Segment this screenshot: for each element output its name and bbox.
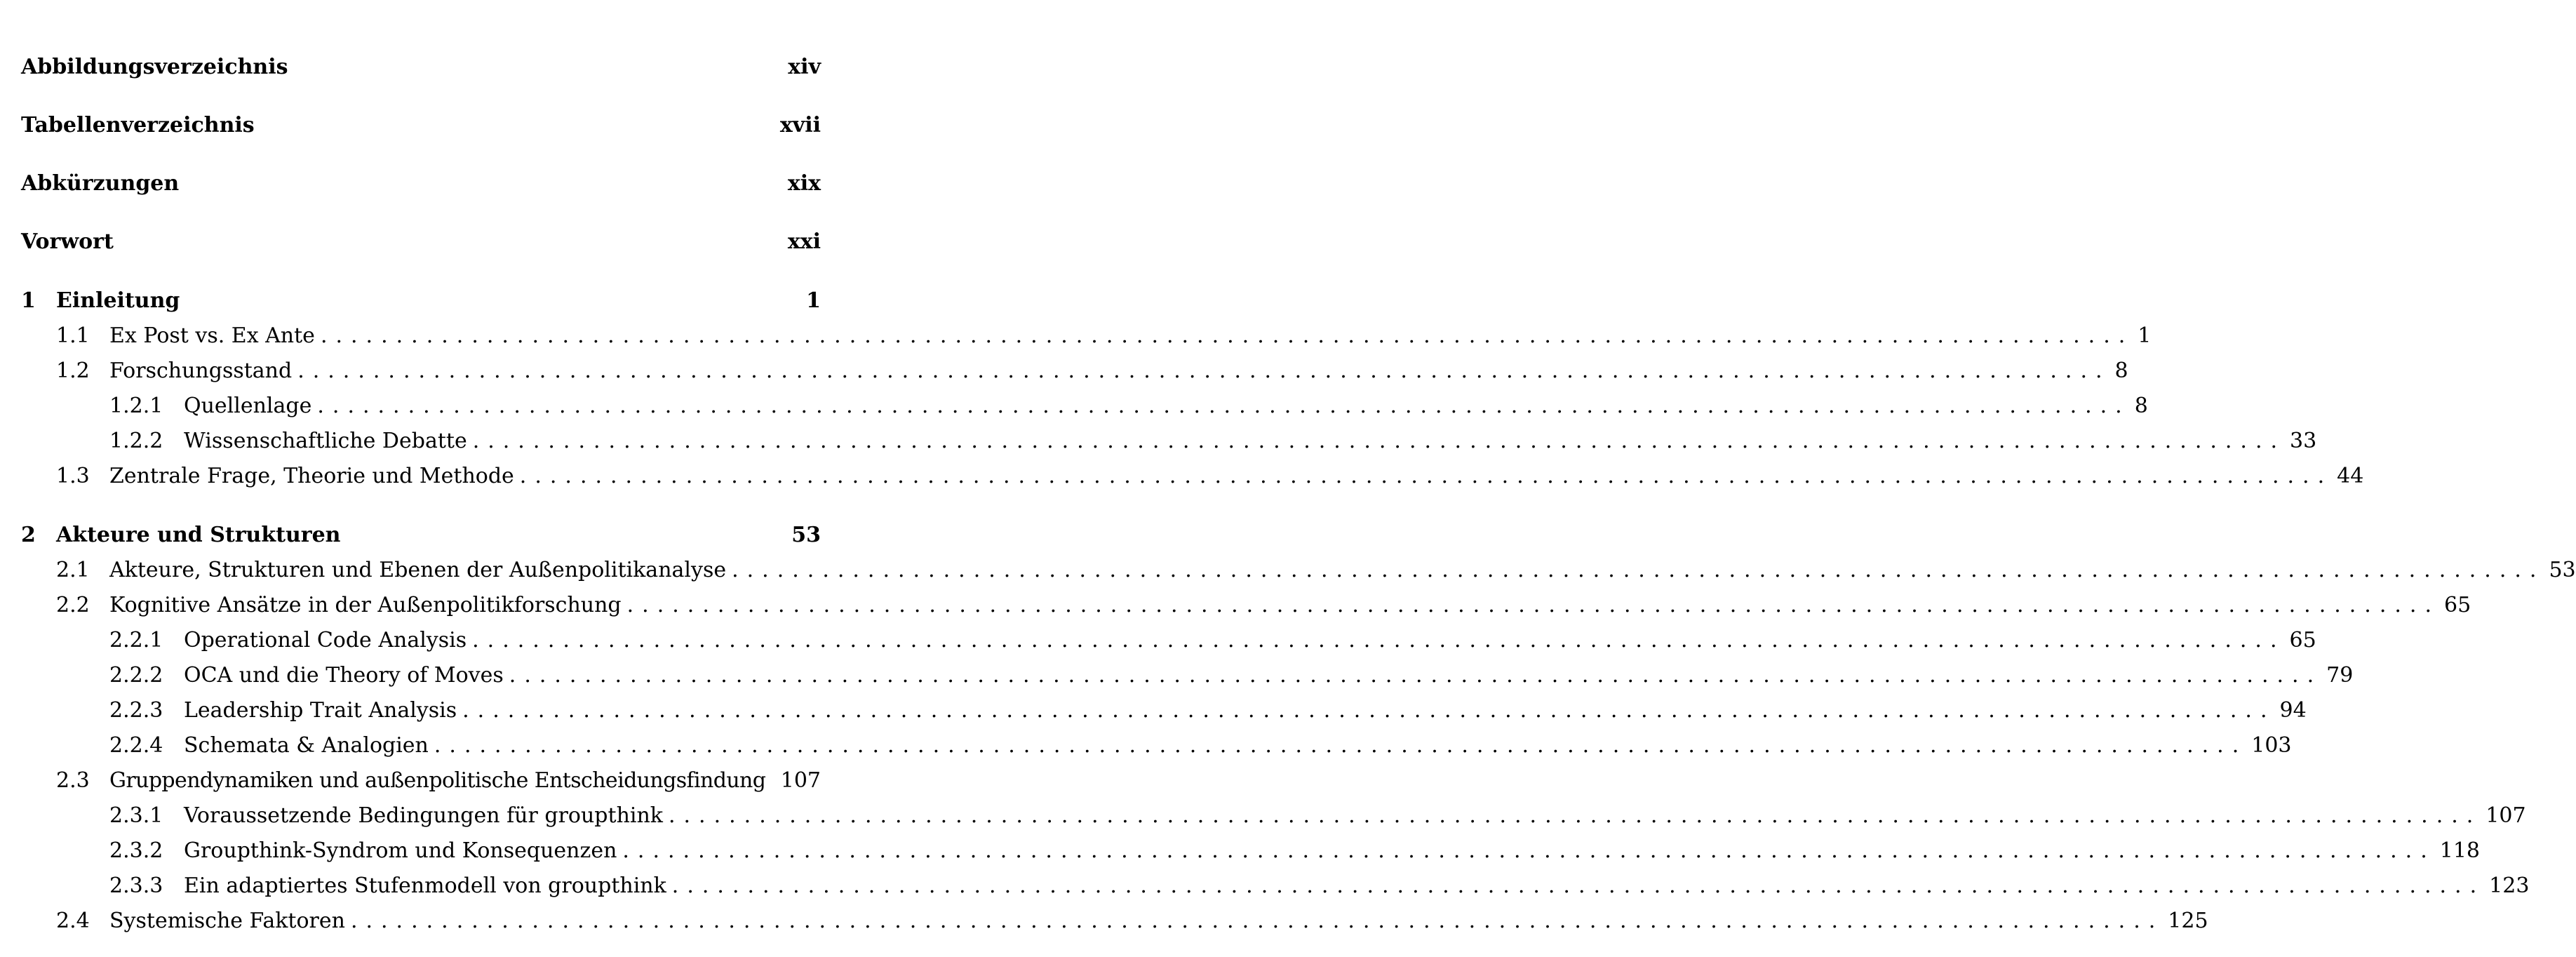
toc-section-title: Gruppendynamiken und außenpolitische Entscheidungsfindung <box>109 768 766 793</box>
toc-section-number: 1.3 <box>56 464 90 488</box>
toc-section-page: 65 <box>2443 593 2471 617</box>
toc-entry-page: xiv <box>788 55 821 79</box>
toc-entry-title: Abbildungsverzeichnis <box>21 55 288 79</box>
toc-subsection[interactable] <box>21 698 2307 726</box>
toc-dot-leader: ........................................................................................................................ <box>317 394 2131 418</box>
toc-section[interactable] <box>21 909 2208 937</box>
toc-subsection-title: Voraussetzende Bedingungen für groupthink <box>184 803 663 828</box>
toc-section-page: 125 <box>2168 909 2208 933</box>
toc-subsection[interactable] <box>21 874 2530 902</box>
toc-subsection-number: 2.3.1 <box>109 803 163 828</box>
toc-chapter-number: 2 <box>21 523 36 547</box>
toc-section-title: Kognitive Ansätze in der Außenpolitikforschung <box>109 593 622 617</box>
toc-subsection-page: 79 <box>2326 663 2354 688</box>
toc-subsection-page: 103 <box>2251 733 2292 758</box>
toc-subsection-number: 2.2.1 <box>109 628 163 652</box>
toc-subsection-page: 33 <box>2290 429 2317 453</box>
toc-chapter-page: 53 <box>791 523 821 547</box>
toc-dot-leader: ........................................................................................................................ <box>732 558 2545 582</box>
toc-chapter-title: Akteure und Strukturen <box>56 523 341 547</box>
toc-subsection-number: 1.2.1 <box>109 394 163 418</box>
toc-section-title: Ex Post vs. Ex Ante <box>109 323 315 348</box>
toc-subsection-title: Groupthink-Syndrom und Konsequenzen <box>184 838 617 863</box>
toc-subsection[interactable] <box>21 663 2354 691</box>
toc-section[interactable] <box>21 464 2364 492</box>
toc-entry-title: Vorwort <box>21 229 114 254</box>
toc-section-page: 1 <box>2138 323 2152 348</box>
toc-entry-title: Abkürzungen <box>21 171 180 196</box>
toc-entry-front-matter[interactable] <box>21 113 821 141</box>
toc-subsection-number: 2.2.4 <box>109 733 163 758</box>
toc-entry-page: xvii <box>779 113 821 138</box>
toc-chapter-page: 1 <box>806 288 821 313</box>
toc-subsection-page: 107 <box>2486 803 2526 828</box>
toc-dot-leader: ........................................................................................................................ <box>472 628 2286 652</box>
toc-section-title: Systemische Faktoren <box>109 909 345 933</box>
toc-subsection[interactable] <box>21 429 2317 457</box>
toc-subsection-number: 2.3.3 <box>109 874 163 898</box>
toc-section[interactable] <box>21 558 2576 586</box>
toc-section-number: 2.4 <box>56 909 90 933</box>
toc-section-page: 53 <box>2549 558 2576 582</box>
toc-section-number: 2.2 <box>56 593 90 617</box>
toc-section-title: Zentrale Frage, Theorie und Methode <box>109 464 514 488</box>
toc-section-number: 1.2 <box>56 359 90 383</box>
toc-section-page: 8 <box>2114 359 2128 383</box>
toc-entry-page: xix <box>787 171 821 196</box>
toc-subsection-title: Leadership Trait Analysis <box>184 698 457 723</box>
toc-dot-leader: ........................................................................................................................ <box>668 803 2482 828</box>
toc-subsection-number: 2.2.3 <box>109 698 163 723</box>
toc-section-number: 1.1 <box>56 323 90 348</box>
toc-entry-front-matter[interactable] <box>21 229 821 257</box>
toc-dot-leader: ........................................................................................................................ <box>472 429 2286 453</box>
toc-subsection[interactable] <box>21 733 2292 761</box>
toc-section-page: 107 <box>780 768 821 793</box>
toc-subsection-page: 65 <box>2289 628 2316 652</box>
toc-dot-leader: ........................................................................................................................ <box>509 663 2323 688</box>
toc-section[interactable] <box>21 359 2128 387</box>
toc-dot-leader: ........................................................................................................................ <box>297 359 2111 383</box>
toc-subsection-title: Schemata & Analogien <box>184 733 429 758</box>
toc-chapter[interactable] <box>21 523 821 551</box>
toc-entry-title: Tabellenverzeichnis <box>21 113 255 138</box>
toc-section[interactable] <box>21 768 821 796</box>
toc-dot-leader: ........................................................................................................................ <box>350 909 2164 933</box>
toc-chapter-title: Einleitung <box>56 288 180 313</box>
toc-entry-front-matter[interactable] <box>21 171 821 199</box>
toc-subsection-title: Ein adaptiertes Stufenmodell von groupthink <box>184 874 666 898</box>
toc-dot-leader: ........................................................................................................................ <box>320 323 2134 348</box>
toc-section[interactable] <box>21 323 2152 352</box>
toc-dot-leader: ........................................................................................................................ <box>671 874 2486 898</box>
toc-subsection[interactable] <box>21 838 2480 866</box>
toc-subsection[interactable] <box>21 803 2526 831</box>
toc-subsection-title: Operational Code Analysis <box>184 628 467 652</box>
toc-subsection[interactable] <box>21 394 2148 422</box>
toc-subsection[interactable] <box>21 628 2316 656</box>
toc-section-page: 44 <box>2337 464 2364 488</box>
toc-dot-leader: ........................................................................................................................ <box>462 698 2276 723</box>
toc-dot-leader: ........................................................................................................................ <box>626 593 2440 617</box>
toc-section-number: 2.3 <box>56 768 90 793</box>
toc-subsection-title: Wissenschaftliche Debatte <box>184 429 467 453</box>
toc-subsection-title: Quellenlage <box>184 394 312 418</box>
toc-section[interactable] <box>21 593 2471 621</box>
toc-entry-front-matter[interactable] <box>21 55 821 83</box>
toc-section-number: 2.1 <box>56 558 90 582</box>
toc-subsection-page: 118 <box>2439 838 2480 863</box>
toc-dot-leader: ........................................................................................................................ <box>622 838 2436 863</box>
toc-chapter[interactable] <box>21 288 821 316</box>
toc-subsection-page: 8 <box>2134 394 2148 418</box>
toc-subsection-page: 123 <box>2489 874 2530 898</box>
toc-entry-page: xxi <box>787 229 821 254</box>
toc-section-title: Forschungsstand <box>109 359 293 383</box>
toc-section-title: Akteure, Strukturen und Ebenen der Außenpolitikanalyse <box>109 558 727 582</box>
toc-subsection-number: 1.2.2 <box>109 429 163 453</box>
toc-subsection-page: 94 <box>2279 698 2307 723</box>
toc-dot-leader: ........................................................................................................................ <box>434 733 2248 758</box>
toc-chapter-number: 1 <box>21 288 36 313</box>
toc-dot-leader: ........................................................................................................................ <box>519 464 2333 488</box>
toc-subsection-number: 2.3.2 <box>109 838 163 863</box>
toc-subsection-title: OCA und die Theory of Moves <box>184 663 504 688</box>
toc-subsection-number: 2.2.2 <box>109 663 163 688</box>
